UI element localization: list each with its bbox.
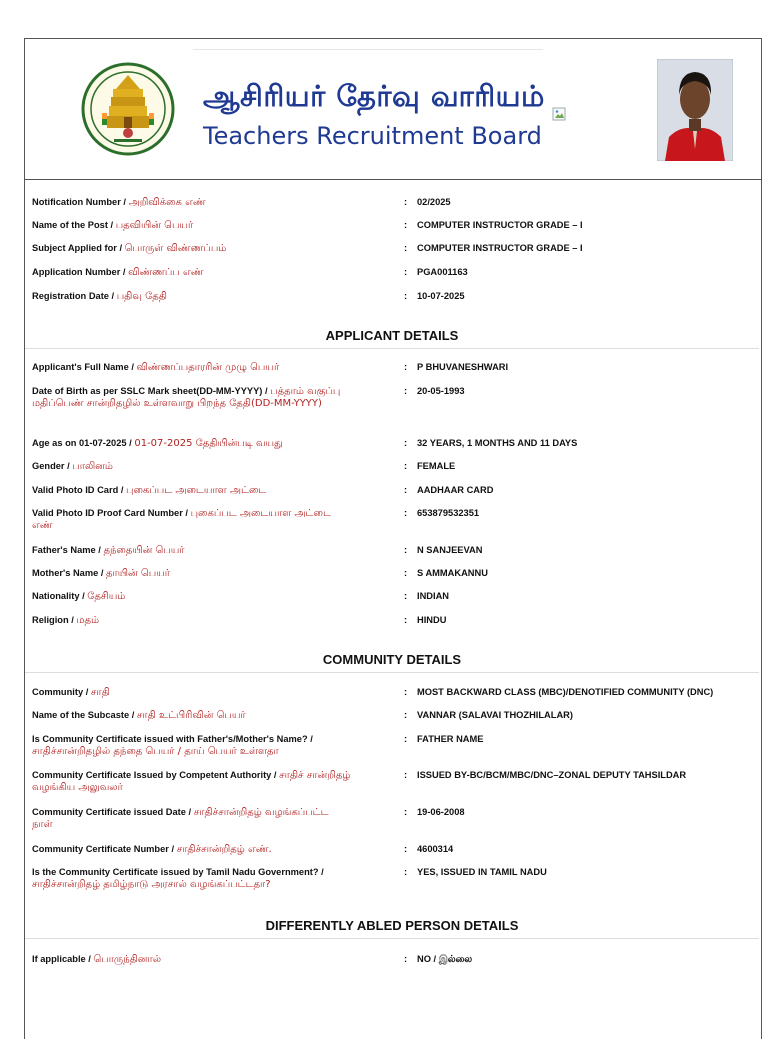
field-label: Applicant's Full Name / <box>32 362 137 372</box>
field-colon: : <box>404 844 408 854</box>
divider <box>25 672 759 673</box>
board-title-tamil: ஆசிரியர் தேர்வு வாரியம் <box>203 79 545 113</box>
field-label: Is the Community Certificate issued by Tamil Nadu Government? / <box>32 867 324 877</box>
field-value: COMPUTER INSTRUCTOR GRADE – I <box>417 220 583 230</box>
field-value: INDIAN <box>417 591 450 601</box>
field-value: FATHER NAME <box>417 734 484 744</box>
field-colon: : <box>404 591 408 601</box>
field-colon: : <box>404 687 408 697</box>
field-label-tamil: மதம் <box>76 615 100 626</box>
field-value: NO / இல்லை <box>417 954 472 964</box>
field-label-tamil: சாதிச்சான்றிதழ் எண். <box>176 844 272 855</box>
field-label: Community Certificate Issued by Competent Authority / <box>32 770 280 780</box>
field-value: YES, ISSUED IN TAMIL NADU <box>417 867 547 877</box>
field-label-tamil: பொருள் விண்ணப்பம் <box>124 243 227 254</box>
field-label: If applicable / <box>32 954 94 964</box>
field-value: ISSUED BY-BC/BCM/MBC/DNC–ZONAL DEPUTY TAHSILDAR <box>417 770 687 780</box>
field-label: Notification Number / <box>32 197 129 207</box>
field-value: COMPUTER INSTRUCTOR GRADE – I <box>417 243 583 253</box>
divider <box>25 348 759 349</box>
field-label-tamil: பொருந்தினால் <box>93 954 162 965</box>
broken-image-icon <box>552 107 566 121</box>
section-heading-applicant: APPLICANT DETAILS <box>325 328 459 343</box>
field-colon: : <box>404 545 408 555</box>
field-value: AADHAAR CARD <box>417 485 494 495</box>
field-label-tamil: சாதிச் சான்றிதழ் வழங்கிய அலுவலர் <box>32 770 351 793</box>
field-value: P BHUVANESHWARI <box>417 362 509 372</box>
field-label: Name of the Subcaste / <box>32 710 137 720</box>
field-label-tamil: பாலினம் <box>72 461 113 472</box>
divider <box>25 938 759 939</box>
field-label-tamil: அறிவிக்கை எண் <box>128 197 206 208</box>
field-colon: : <box>404 291 408 301</box>
header <box>25 39 761 180</box>
field-colon: : <box>404 438 408 448</box>
field-label: Age as on 01-07-2025 / <box>32 438 135 448</box>
field-label: Valid Photo ID Card / <box>32 485 127 495</box>
field-colon: : <box>404 508 408 518</box>
field-colon: : <box>404 867 408 877</box>
field-value: FEMALE <box>417 461 456 471</box>
field-label-tamil: விண்ணப்பதாரரின் முழு பெயர் <box>136 362 280 373</box>
applicant-photo-icon <box>657 59 733 161</box>
field-colon: : <box>404 461 408 471</box>
field-label-tamil: சாதிச்சான்றிதழில் தந்தை பெயர் / தாய் பெயர் உள்ளதா <box>32 746 279 757</box>
field-value: 653879532351 <box>417 508 480 518</box>
field-label-tamil: சாதிச்சான்றிதழ் தமிழ்நாடு அரசால் வழங்கப்பட்டதா? <box>32 879 271 890</box>
field-label: Community Certificate Number / <box>32 844 177 854</box>
field-label: Name of the Post / <box>32 220 116 230</box>
field-label: Date of Birth as per SSLC Mark sheet(DD-MM-YYYY) / <box>32 386 271 396</box>
field-label: Religion / <box>32 615 77 625</box>
field-value: MOST BACKWARD CLASS (MBC)/DENOTIFIED COMMUNITY (DNC) <box>417 687 714 697</box>
field-label-tamil: தந்தையின் பெயர் <box>103 545 185 556</box>
field-value: 20-05-1993 <box>417 386 465 396</box>
field-colon: : <box>404 243 408 253</box>
field-label: Application Number / <box>32 267 129 277</box>
field-colon: : <box>404 267 408 277</box>
field-label: Gender / <box>32 461 73 471</box>
tamil-nadu-emblem-icon <box>80 61 176 157</box>
field-label-tamil: 01-07-2025 தேதியின்படி வயது <box>134 438 283 449</box>
field-label: Father's Name / <box>32 545 104 555</box>
field-value: S AMMAKANNU <box>417 568 488 578</box>
board-title-english: Teachers Recruitment Board <box>203 122 542 150</box>
field-label-tamil: விண்ணப்ப எண் <box>128 267 204 278</box>
section-heading-disability: DIFFERENTLY ABLED PERSON DETAILS <box>265 918 519 933</box>
field-label: Community Certificate issued Date / <box>32 807 194 817</box>
field-label-tamil: புகைப்பட அடையாள அட்டை எண் <box>32 508 331 531</box>
field-label: Community / <box>32 687 91 697</box>
field-colon: : <box>404 362 408 372</box>
field-label: Valid Photo ID Proof Card Number / <box>32 508 191 518</box>
field-colon: : <box>404 807 408 817</box>
field-value: N SANJEEVAN <box>417 545 483 555</box>
field-colon: : <box>404 615 408 625</box>
field-colon: : <box>404 734 408 744</box>
field-value: 02/2025 <box>417 197 451 207</box>
field-colon: : <box>404 386 408 396</box>
section-heading-community: COMMUNITY DETAILS <box>322 652 462 667</box>
field-label-tamil: பதிவு தேதி <box>116 291 167 302</box>
field-label-tamil: சாதி உட்பிரிவின் பெயர் <box>136 710 246 721</box>
header-rule <box>193 49 543 50</box>
field-label-tamil: தேசியம் <box>87 591 126 602</box>
field-label-tamil: சாதி <box>90 687 110 698</box>
field-value: HINDU <box>417 615 447 625</box>
field-label: Nationality / <box>32 591 88 601</box>
field-value: 4600314 <box>417 844 454 854</box>
field-value: PGA001163 <box>417 267 468 277</box>
field-value: VANNAR (SALAVAI THOZHILALAR) <box>417 710 573 720</box>
field-label-tamil: சாதிச்சான்றிதழ் வழங்கப்பட்ட நாள் <box>32 807 329 830</box>
field-colon: : <box>404 710 408 720</box>
field-label-tamil: பதவியின் பெயர் <box>115 220 194 231</box>
field-label: Subject Applied for / <box>32 243 125 253</box>
field-label: Mother's Name / <box>32 568 107 578</box>
field-label-tamil: பத்தாம் வகுப்பு மதிப்பெண் சான்றிதழில் உள்ளவாறு பிறந்த தேதி(DD-MM-YYYY) <box>32 386 341 409</box>
field-colon: : <box>404 568 408 578</box>
field-colon: : <box>404 485 408 495</box>
field-colon: : <box>404 954 408 964</box>
field-label-tamil: புகைப்பட அடையாள அட்டை <box>126 485 267 496</box>
field-colon: : <box>404 220 408 230</box>
field-colon: : <box>404 197 408 207</box>
field-value: 10-07-2025 <box>417 291 465 301</box>
field-label: Registration Date / <box>32 291 117 301</box>
field-label: Is Community Certificate issued with Father's/Mother's Name? / <box>32 734 313 744</box>
field-value: 19-06-2008 <box>417 807 465 817</box>
field-value: 32 YEARS, 1 MONTHS AND 11 DAYS <box>417 438 578 448</box>
field-label-tamil: தாயின் பெயர் <box>106 568 170 579</box>
field-colon: : <box>404 770 408 780</box>
